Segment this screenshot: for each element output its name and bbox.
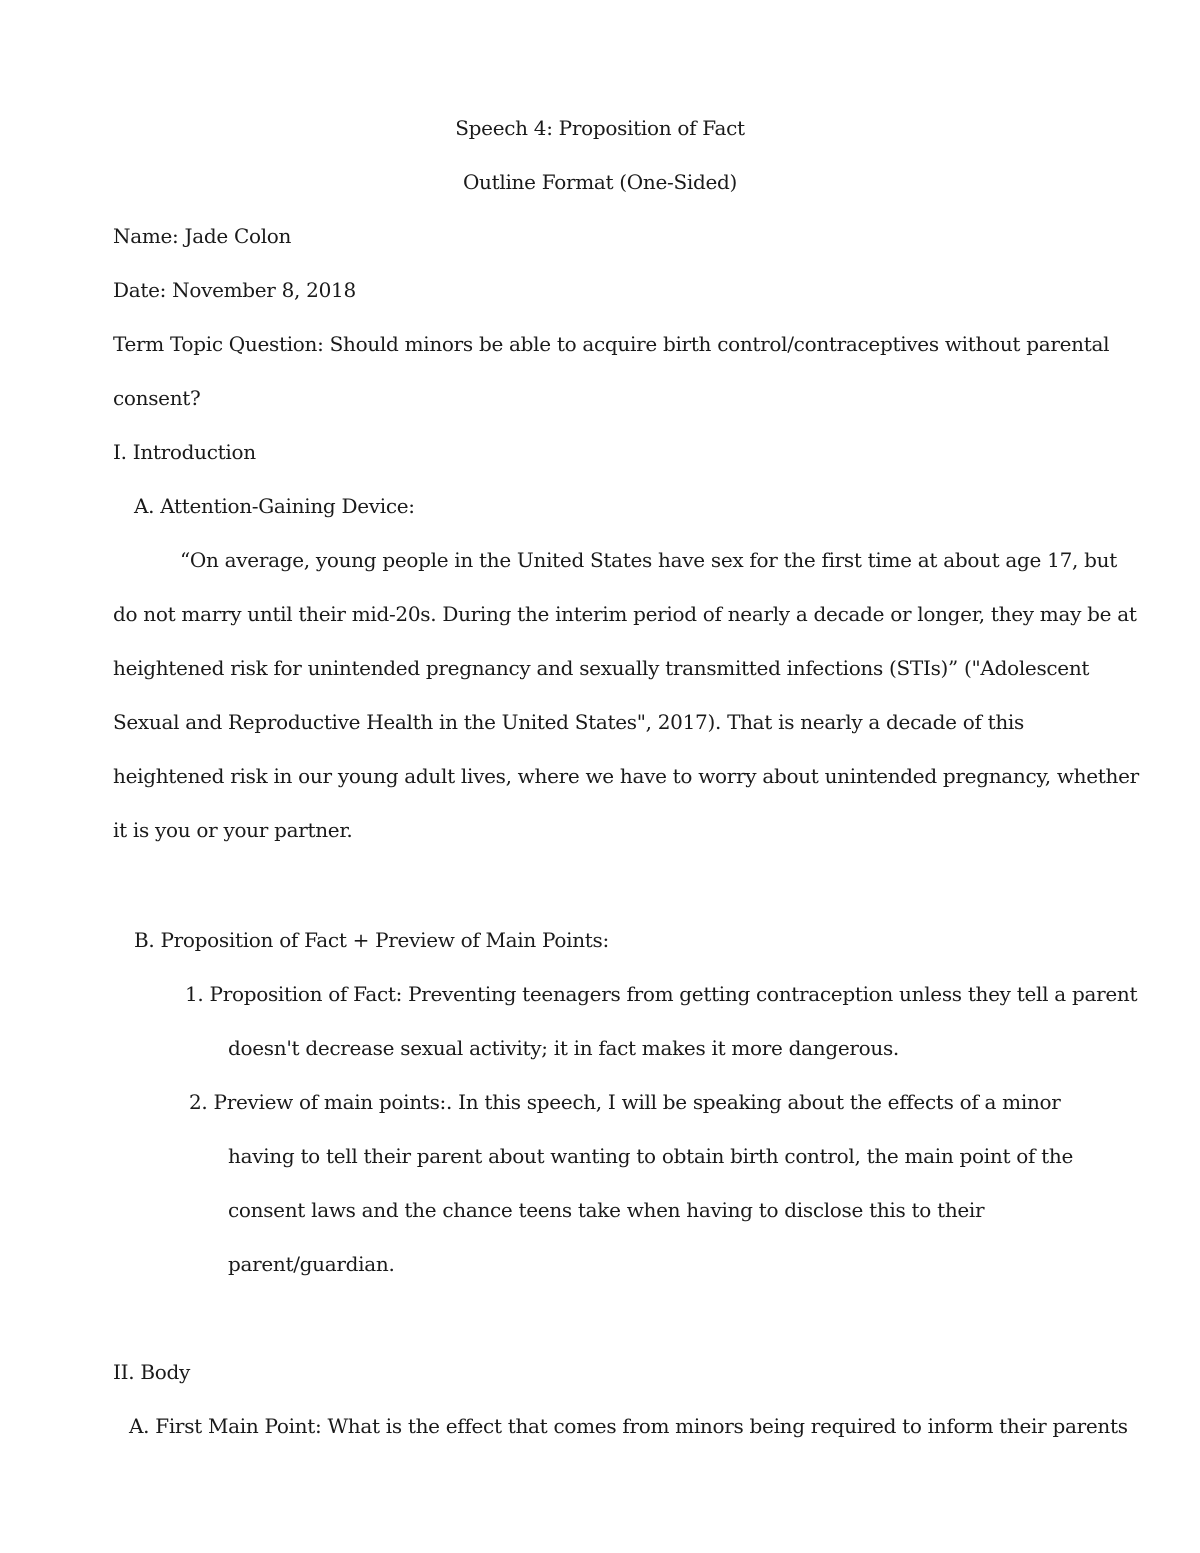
preview-point-line: parent/guardian. [228, 1252, 395, 1276]
main-point-a-line: A. First Main Point: What is the effect that comes from minors being required to inform their parents [129, 1414, 1128, 1438]
preview-point-line: having to tell their parent about wanting to obtain birth control, the main point of the [228, 1144, 1073, 1168]
section-heading-body: II. Body [113, 1360, 190, 1384]
name-line: Name: Jade Colon [113, 224, 292, 248]
attention-paragraph-line: heightened risk in our young adult lives, where we have to worry about unintended pregnancy, whether [113, 764, 1139, 788]
attention-paragraph-line: Sexual and Reproductive Health in the United States", 2017). That is nearly a decade of this [113, 710, 1024, 734]
attention-paragraph-line: it is you or your partner. [113, 818, 353, 842]
section-heading-introduction: I. Introduction [113, 440, 256, 464]
preview-point-line: 2. Preview of main points:. In this speech, I will be speaking about the effects of a minor [189, 1090, 1061, 1114]
attention-paragraph-line: do not marry until their mid-20s. During the interim period of nearly a decade or longer, they may be at [113, 602, 1137, 626]
date-line: Date: November 8, 2018 [113, 278, 356, 302]
proposition-heading: B. Proposition of Fact + Preview of Main Points: [134, 928, 609, 952]
document-subtitle: Outline Format (One-Sided) [462, 170, 738, 194]
attention-device-heading: A. Attention-Gaining Device: [134, 494, 415, 518]
document-title: Speech 4: Proposition of Fact [455, 116, 745, 140]
proposition-point-line: doesn't decrease sexual activity; it in fact makes it more dangerous. [228, 1036, 899, 1060]
preview-point-line: consent laws and the chance teens take when having to disclose this to their [228, 1198, 985, 1222]
topic-question-line: consent? [113, 386, 201, 410]
topic-question-line: Term Topic Question: Should minors be able to acquire birth control/contraceptives without parental [113, 332, 1110, 356]
attention-paragraph-line: “On average, young people in the United States have sex for the first time at about age 17, but [180, 548, 1117, 572]
proposition-point-line: 1. Proposition of Fact: Preventing teenagers from getting contraception unless they tell a parent [185, 982, 1138, 1006]
attention-paragraph-line: heightened risk for unintended pregnancy and sexually transmitted infections (STIs)” ("Adolescent [113, 656, 1090, 680]
